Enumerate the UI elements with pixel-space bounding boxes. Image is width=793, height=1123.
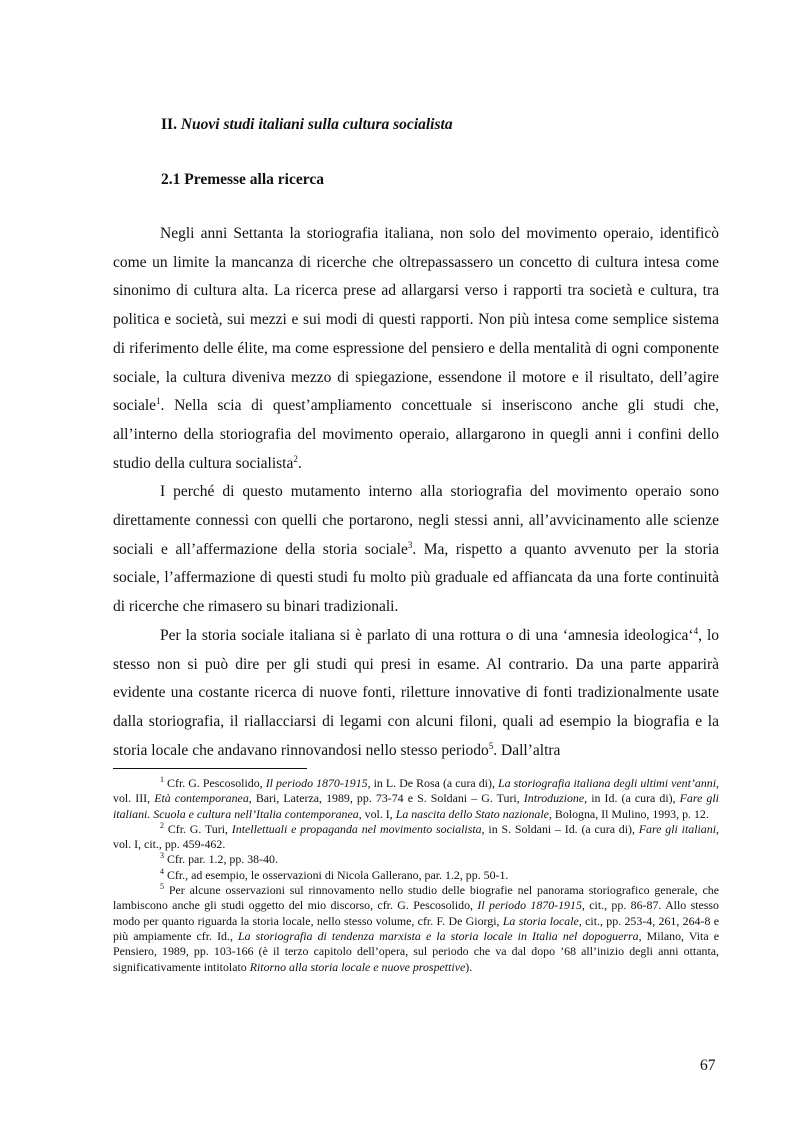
- body-text: [113, 220, 719, 765]
- footnotes: [113, 776, 719, 975]
- footnote-ref-4: 4: [693, 625, 699, 636]
- chapter-title: Nuovi studi italiani sulla cultura socialista: [180, 116, 453, 133]
- footnote-2: $^2$ Cfr. G. Turi, Intellettuali e propaganda nel movimento socialista, in S. Soldani – Id. (a cura di), Fare gli italiani, vol. I, cit., pp. 459-462.: [113, 820, 719, 852]
- footnote-3: $^3$ Cfr. par. 1.2, pp. 38-40.: [160, 851, 278, 867]
- page-number: 67: [700, 1057, 716, 1074]
- paragraph-1: Negli anni Settanta la storiografia italiana, non solo del movimento operaio, identificò come un limite la mancanza di ricerche che oltrepassassero un concetto di cultura intesa come sinonimo di cultura alta. La ricerca prese ad allargarsi verso i rapporti tra società e cultura, tra politica e società, sui mezzi e sui modi di questi rapporti. Non più intesa come semplice sistema di riferimento delle élite, ma come espressione del pensiero e della mentalità di ogni componente sociale, la cultura diveniva mezzo di spiegazione, essendone il motore e il risultato, dell’agire sociale$^1$. Nella scia di quest’ampliamento concettuale si inseriscono anche gli studi che, all’interno della storiografia del movimento operaio, allargarono in quegli anni i confini dello studio della cultura socialista$^2$.: [113, 225, 719, 472]
- paragraph-2: I perché di questo mutamento interno alla storiografia del movimento operaio sono direttamente connessi con quelli che portarono, negli stessi anni, all’avvicinamento alle scienze sociali e all’affermazione della storia sociale$^3$. Ma, rispetto a quanto avvenuto per la storia sociale, l’affermazione di questi studi fu molto più graduale ed affiancata da una forte continuità di ricerche che rimasero su binari tradizionali.: [113, 483, 719, 616]
- footnote-5: $^5$ Per alcune osservazioni sul rinnovamento nello studio delle biografie nel panorama storiografico generale, che lambiscono anche gli studi oggetto del mio discorso, cfr. G. Pescosolido, Il periodo 1870-1915, cit., pp. 86-87. Allo stesso modo per quanto riguarda la storia locale, nello stesso volume, cfr. F. De Giorgi, La storia locale, cit., pp. 253-4, 261, 264-8 e più ampiamente cfr. Id., La storiografia di tendenza marxista e la storia locale in Italia nel dopoguerra, Milano, Vita e Pensiero, 1989, pp. 103-166 (è il terzo capitolo dell’opera, sul periodo che va dal dopo ’68 all’inizio degli anni ottanta, significativamente intitolato Ritorno alla storia locale e nuove prospettive).: [113, 882, 720, 974]
- section-heading: 2.1 Premesse alla ricerca: [161, 171, 324, 188]
- chapter-heading: II. Nuovi studi italiani sulla cultura socialista: [161, 116, 453, 133]
- footnote-ref-2: 2: [293, 453, 298, 464]
- footnote-4: $^4$ Cfr., ad esempio, le osservazioni di Nicola Gallerano, par. 1.2, pp. 50-1.: [160, 866, 509, 882]
- paragraph-3: Per la storia sociale italiana si è parlato di una rottura o di una ‘amnesia ideologica‘$^4$, lo stesso non si può dire per gli studi qui presi in esame. Al contrario. Da una parte apparirà evidente una costante ricerca di nuove fonti, riletture innovative di fonti tradizionalmente usate dalla storiografia, il riallacciarsi di legami con alcuni filoni, quali ad esempio la biografia e la storia locale che andavano rinnovandosi nello stesso periodo$^5$. Dall’altra: [113, 625, 719, 759]
- footnote-ref-5: 5: [488, 740, 494, 751]
- footnote-1: $^1$ Cfr. G. Pescosolido, Il periodo 1870-1915, in L. De Rosa (a cura di), La storiografia italiana degli ultimi vent’anni, vol. III, Età contemporanea, Bari, Laterza, 1989, pp. 73-74 e S. Soldani – G. Turi, Introduzione, in Id. (a cura di), Fare gli italiani. Scuola e cultura nell’Italia contemporanea, vol. I, La nascita dello Stato nazionale, Bologna, Il Mulino, 1993, p. 12.: [113, 775, 719, 821]
- footnote-ref-3: 3: [407, 539, 413, 550]
- footnote-separator: [113, 768, 307, 769]
- footnote-ref-1: 1: [156, 396, 161, 407]
